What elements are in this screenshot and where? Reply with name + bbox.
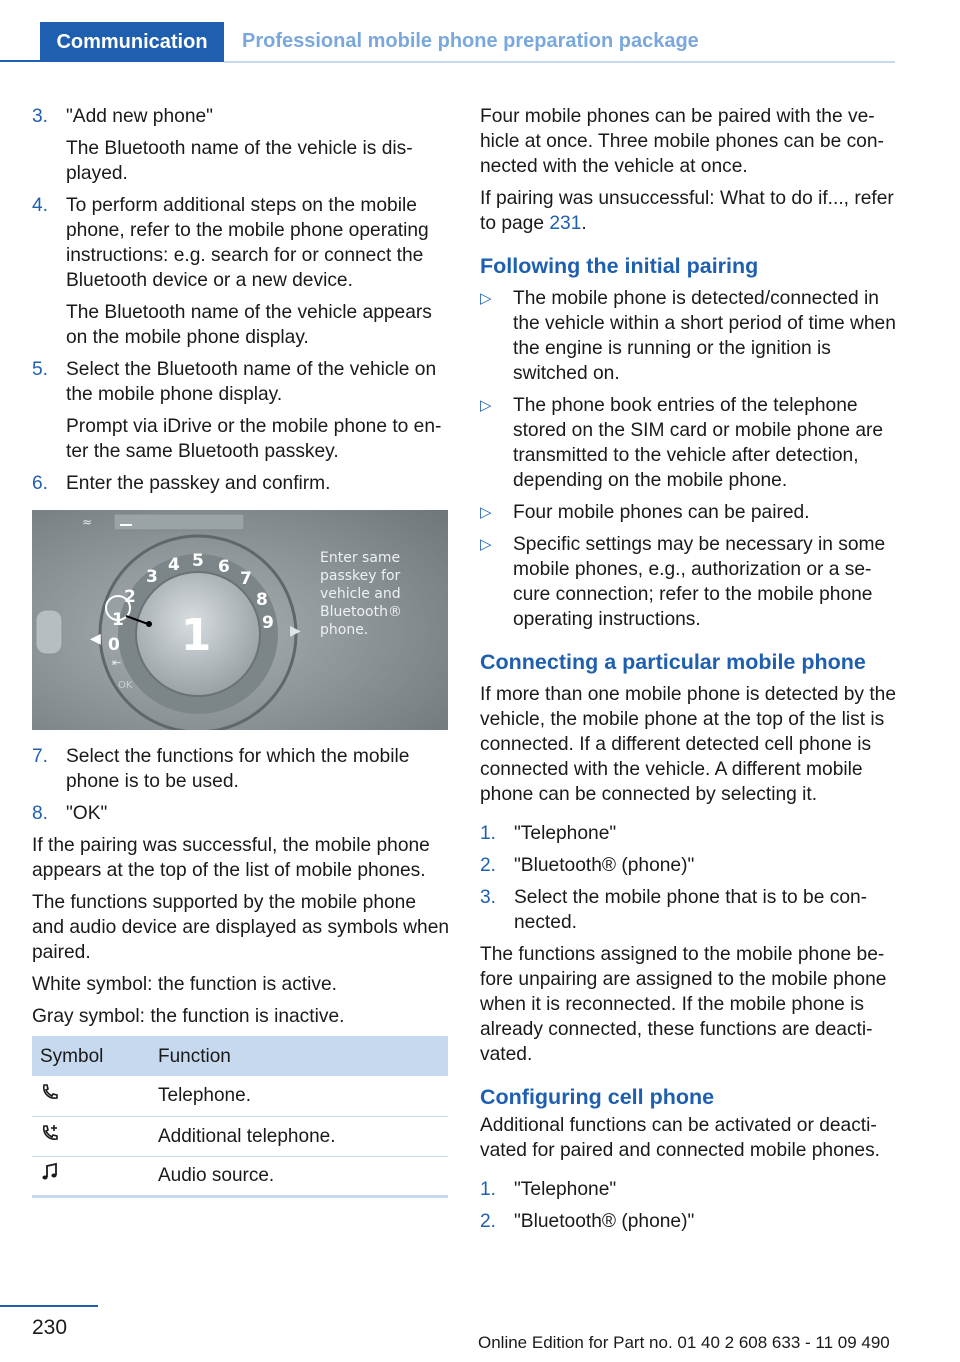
bullet-triangle-icon: ▷ <box>480 397 492 414</box>
function-cell: Additional telephone. <box>150 1116 448 1156</box>
step-number: 7. <box>32 746 49 767</box>
passkey-dial-image <box>32 510 448 730</box>
header-rule-left <box>0 60 40 62</box>
bullet-text: The phone book entries of the telephone stored on the SIM card or mobile phone are transmitted to the vehicle after detection, depending on the mobile phone. <box>513 395 884 491</box>
pairing-result-text <box>32 833 450 1029</box>
right-column <box>480 104 900 1241</box>
heading-configure-phone: Configuring cell phone <box>480 1085 715 1109</box>
list-item <box>32 357 450 464</box>
configure-phone-steps <box>480 1177 900 1234</box>
edition-text: Online Edition for Part no. 01 40 2 608 633 - 11 09 490 <box>478 1333 890 1352</box>
page-reference-link[interactable]: 231 <box>549 213 582 234</box>
left-column <box>32 104 450 1198</box>
step-number: 5. <box>32 359 49 380</box>
prompt-line: vehicle and <box>320 586 401 602</box>
prompt-line: Enter same <box>320 550 401 566</box>
body-paragraph: White symbol: the function is active. <box>32 974 337 995</box>
pairing-steps <box>32 104 450 496</box>
step-number: 2. <box>480 855 497 876</box>
header-rule <box>224 61 895 63</box>
step-line: Enter the passkey and confirm. <box>66 473 331 494</box>
arrow-right-icon: ▶ <box>290 623 301 639</box>
bullet-triangle-icon: ▷ <box>480 290 492 307</box>
function-cell: Audio source. <box>150 1156 448 1196</box>
page-header <box>0 22 895 64</box>
list-item <box>480 1209 900 1234</box>
col-symbol-header: Symbol <box>32 1036 150 1076</box>
table-row <box>32 1156 448 1196</box>
dial-digit: 9 <box>262 613 274 633</box>
step-line: Select the Bluetooth name of the vehicle on the mobile phone display. <box>66 359 437 405</box>
pairing-failed-end: . <box>581 213 587 234</box>
list-item <box>32 801 450 826</box>
arrow-left-icon: ◀ <box>90 631 101 647</box>
col-function-header: Function <box>150 1036 448 1076</box>
step-number: 4. <box>32 195 49 216</box>
connect-phone-text: If more than one mobile phone is detected by the vehicle, the mobile phone at the top of the list is connected. If a different detected cell phone is connected with the vehicle. A different mobile phone can be connected by selecting it. <box>480 684 896 805</box>
symbol-cell <box>32 1116 150 1156</box>
phone-icon <box>40 1086 60 1107</box>
step-line: "OK" <box>66 803 108 824</box>
step-number: 8. <box>32 803 49 824</box>
backspace-icon: ⇤ <box>112 656 122 669</box>
step-text <box>66 744 450 794</box>
configure-phone-text: Additional functions can be activated or deactivated for paired and connected mobile phones. <box>480 1115 881 1161</box>
step-number: 6. <box>32 473 49 494</box>
dial-digit: 6 <box>218 557 230 577</box>
dial-digit: 7 <box>240 569 252 589</box>
step-text <box>66 193 450 350</box>
dial-digit: 8 <box>256 590 268 610</box>
dial-digit: 4 <box>168 555 180 575</box>
list-item <box>480 1177 900 1202</box>
body-paragraph: If the pairing was successful, the mobile phone appears at the top of the list of mobile phones. <box>32 835 430 881</box>
prompt-line: phone. <box>320 622 369 638</box>
heading-connect-phone: Connecting a particular mobile phone <box>480 650 866 674</box>
initial-pairing-list <box>480 286 900 632</box>
heading-initial-pairing: Following the initial pairing <box>480 254 759 278</box>
step-line: Prompt via iDrive or the mobile phone to enter the same Bluetooth passkey. <box>66 416 442 462</box>
step-number: 3. <box>480 887 497 908</box>
step-text <box>66 104 450 186</box>
symbol-cell <box>32 1076 150 1116</box>
step-number: 3. <box>32 106 49 127</box>
step-text: "Bluetooth® (phone)" <box>514 855 695 876</box>
pairing-failed-text <box>480 186 900 236</box>
pairing-failed-label: If pairing was unsuccessful: What to do if..., refer to page <box>480 188 894 234</box>
topic-title: Professional mobile phone preparation package <box>242 30 699 52</box>
symbol-table <box>32 1036 448 1198</box>
bullet-text: The mobile phone is detected/connected in the vehicle within a short period of time when the engine is running or the ignition is switched on. <box>513 288 896 384</box>
table-header-row <box>32 1036 448 1076</box>
idrive-display-illustration <box>32 510 448 730</box>
section-tab <box>40 22 224 62</box>
dial-digit: 5 <box>192 551 204 571</box>
list-item <box>480 286 900 386</box>
step-line: To perform additional steps on the mobile phone, refer to the mobile phone operating instructions: e.g. search for or connect the Bluetooth device or a new device. <box>66 195 429 291</box>
list-item <box>480 532 900 632</box>
bullet-triangle-icon: ▷ <box>480 504 492 521</box>
list-item <box>32 744 450 794</box>
symbol-cell <box>32 1156 150 1196</box>
body-paragraph: The functions supported by the mobile phone and audio device are displayed as symbols when paired. <box>32 892 450 963</box>
selected-digit: 1 <box>180 610 212 661</box>
dial-digit: 3 <box>146 567 158 587</box>
step-text <box>66 471 450 496</box>
dial-digit: 1 <box>112 610 124 630</box>
body-paragraph: Gray symbol: the function is inactive. <box>32 1006 345 1027</box>
paired-count-text: Four mobile phones can be paired with the vehicle at once. Three mobile phones can be connected with the vehicle at once. <box>480 106 884 177</box>
step-line: "Add new phone" <box>66 106 213 127</box>
prompt-line: Bluetooth® <box>320 604 402 620</box>
bullet-triangle-icon: ▷ <box>480 536 492 553</box>
bullet-text: Specific settings may be necessary in some mobile phones, e.g., authorization or a secure connection; refer to the mobile phone operating instructions. <box>513 534 886 630</box>
step-line: The Bluetooth name of the vehicle is displayed. <box>66 138 413 184</box>
list-item <box>480 885 900 935</box>
table-row <box>32 1076 448 1116</box>
list-item <box>480 393 900 493</box>
bullet-text: Four mobile phones can be paired. <box>513 502 810 523</box>
dial-digit: 0 <box>108 635 120 655</box>
input-mode-icon: ≈ <box>82 515 93 529</box>
table-row <box>32 1116 448 1156</box>
list-item <box>480 500 900 525</box>
music-note-icon <box>40 1166 60 1187</box>
step-text: "Telephone" <box>514 1179 617 1200</box>
step-text: "Telephone" <box>514 823 617 844</box>
step-text <box>66 357 450 464</box>
step-text: Select the mobile phone that is to be connected. <box>514 887 868 933</box>
pairing-steps-continued <box>32 744 450 826</box>
list-item <box>480 853 900 878</box>
list-item <box>32 104 450 186</box>
reassign-functions-text: The functions assigned to the mobile phone before unpairing are assigned to the mobile phone when it is reconnected. If the mobile phone is already connected, these functions are deactivated. <box>480 944 887 1065</box>
prompt-line: passkey for <box>320 568 401 584</box>
step-line: Select the functions for which the mobile phone is to be used. <box>66 746 410 792</box>
function-cell: Telephone. <box>150 1076 448 1116</box>
step-number: 1. <box>480 1179 497 1200</box>
step-text: "Bluetooth® (phone)" <box>514 1211 695 1232</box>
list-item <box>480 821 900 846</box>
step-number: 1. <box>480 823 497 844</box>
ok-label: OK <box>118 680 133 691</box>
list-item <box>32 193 450 350</box>
step-text <box>66 801 450 826</box>
list-item <box>32 471 450 496</box>
additional-phone-icon <box>40 1127 60 1148</box>
step-line: The Bluetooth name of the vehicle appears on the mobile phone display. <box>66 302 432 348</box>
section-title: Communication <box>56 30 208 53</box>
connect-phone-steps <box>480 821 900 935</box>
step-number: 2. <box>480 1211 497 1232</box>
dial-digit: 2 <box>124 587 136 607</box>
footer-rule <box>0 1305 98 1307</box>
page-number: 230 <box>32 1316 68 1339</box>
